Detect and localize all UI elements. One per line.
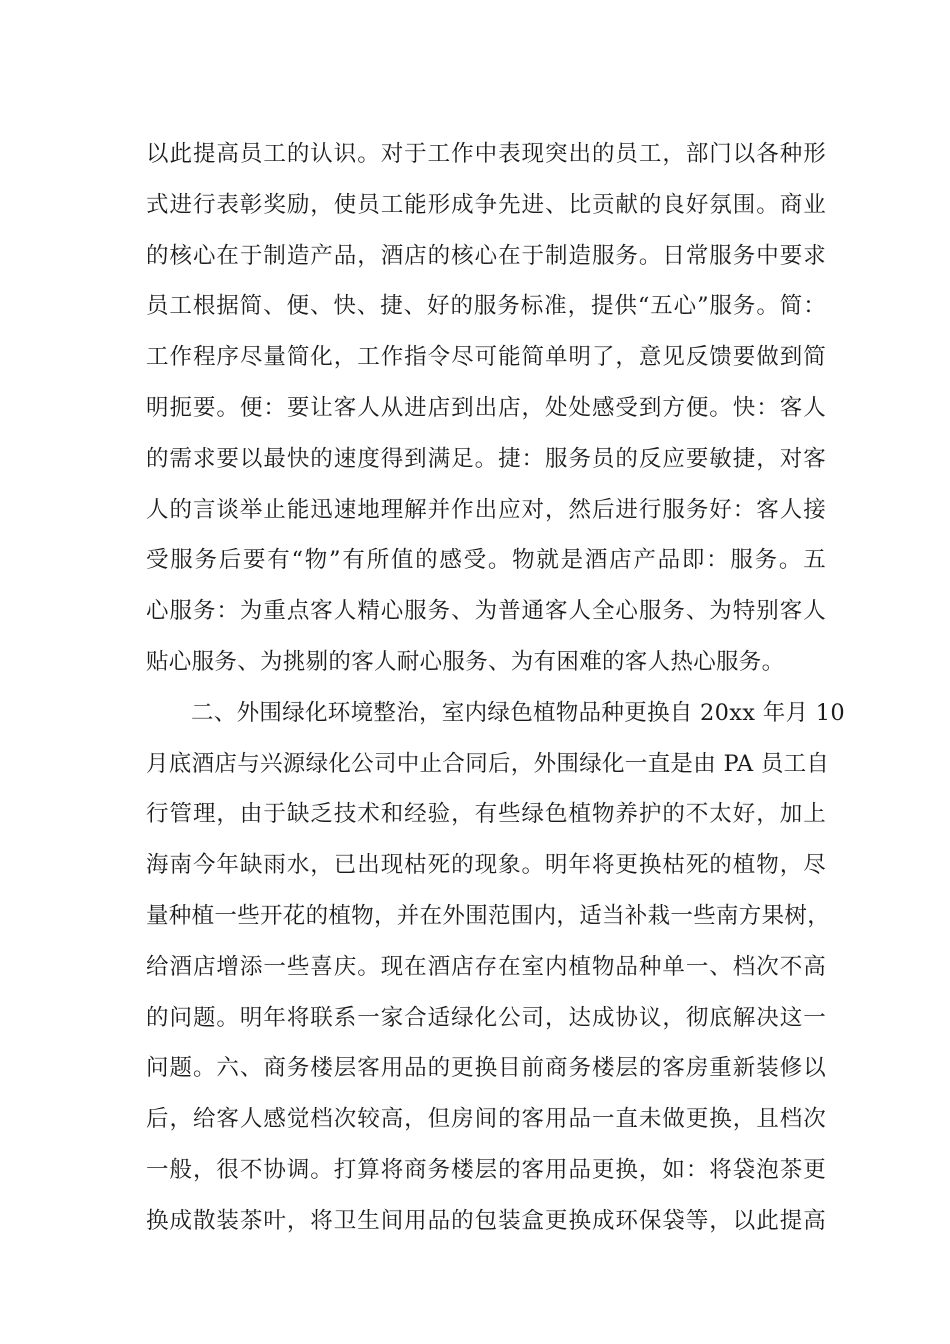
text-line: 受服务后要有“物”有所值的感受。物就是酒店产品即：服务。五 [146,547,826,574]
text-line: 的需求要以最快的速度得到满足。捷：服务员的反应要敏捷，对客 [146,445,826,472]
text-line: 量种植一些开花的植物，并在外围范围内，适当补栽一些南方果树， [146,902,831,929]
text-line: 工作程序尽量简化，工作指令尽可能简单明了，意见反馈要做到简 [146,344,826,371]
text-line: 二、外围绿化环境整治，室内绿色植物品种更换自 20xx 年月 10 [191,699,845,726]
document-body [146,129,845,1247]
text-line: 人的言谈举止能迅速地理解并作出应对，然后进行服务好：客人接 [146,496,826,523]
text-line: 式进行表彰奖励，使员工能形成争先进、比贡献的良好氛围。商业 [146,191,826,218]
text-line: 心服务：为重点客人精心服务、为普通客人全心服务、为特别客人 [146,598,826,625]
text-line: 一般，很不协调。打算将商务楼层的客用品更换，如：将袋泡茶更 [146,1156,826,1183]
text-line: 问题。六、商务楼层客用品的更换目前商务楼层的客房重新装修以 [146,1055,826,1082]
text-line: 贴心服务、为挑剔的客人耐心服务、为有困难的客人热心服务。 [146,648,785,675]
text-line: 的问题。明年将联系一家合适绿化公司，达成协议，彻底解决这一 [146,1004,826,1031]
text-line: 的核心在于制造产品，酒店的核心在于制造服务。日常服务中要求 [146,242,826,269]
text-line: 海南今年缺雨水，已出现枯死的现象。明年将更换枯死的植物，尽 [146,852,826,879]
text-line: 明扼要。便：要让客人从进店到出店，处处感受到方便。快：客人 [146,394,826,421]
text-line: 以此提高员工的认识。对于工作中表现突出的员工，部门以各种形 [146,141,826,167]
text-line: 员工根据简、便、快、捷、好的服务标准，提供“五心”服务。简： [146,293,826,320]
text-line: 行管理，由于缺乏技术和经验，有些绿色植物养护的不太好，加上 [146,801,826,828]
text-line: 给酒店增添一些喜庆。现在酒店存在室内植物品种单一、档次不高 [146,953,826,980]
text-line: 月底酒店与兴源绿化公司中止合同后，外围绿化一直是由 PA 员工自 [146,750,830,777]
text-line: 后，给客人感觉档次较高，但房间的客用品一直未做更换，且档次 [146,1106,826,1133]
text-line: 换成散装茶叶，将卫生间用品的包装盒更换成环保袋等，以此提高 [146,1207,826,1234]
